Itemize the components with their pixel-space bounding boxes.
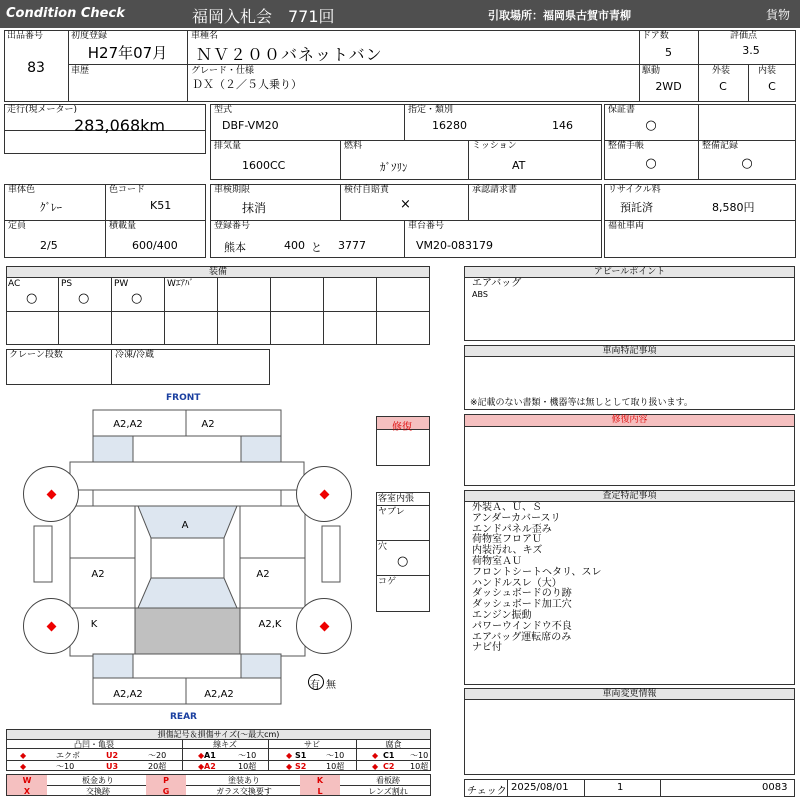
- spare-no: 無: [326, 680, 336, 691]
- mark-right-mid: A2: [256, 569, 270, 580]
- recycle-label: リサイクル料: [608, 185, 661, 195]
- color-code-value: K51: [150, 199, 172, 212]
- legend-sym-p: P: [163, 776, 169, 785]
- legend-r2-c5: S2: [295, 762, 307, 771]
- appeal-line-2: ABS: [472, 290, 488, 299]
- assessment-line: エンドパネル歪み: [472, 523, 552, 535]
- legend-r1-c1: U2: [106, 751, 119, 760]
- lot-number: 83: [27, 60, 45, 76]
- doors-label: ドア数: [642, 31, 669, 41]
- wheel-rear-right: [296, 598, 352, 654]
- plate-area: 熊本: [224, 241, 246, 254]
- grade-value: ＤＸ（２／５人乗り）: [192, 78, 302, 91]
- color-value: ｸﾞﾚｰ: [40, 201, 62, 214]
- capacity-label: 定員: [8, 221, 27, 231]
- mark-right-rear: A2,K: [258, 619, 282, 630]
- legend-sym-l-desc: レンズ割れ: [368, 787, 408, 796]
- repair-detail-box: [464, 426, 795, 486]
- record-label: 整備記録: [702, 141, 739, 151]
- repair-detail-title: 修復内容: [464, 414, 795, 427]
- warranty-label: 保証書: [608, 105, 636, 115]
- inspection-value: 抹消: [242, 201, 267, 215]
- displacement-value: 1600CC: [242, 159, 286, 172]
- load-label: 積載量: [109, 221, 137, 231]
- assessment-line: エアバッグ運転席のみ: [472, 631, 572, 643]
- assessment-line: アンダーカバースリ: [472, 512, 561, 524]
- approval-label: 承認請求書: [472, 185, 518, 195]
- assessment-line: ハンドルスレ（大）: [472, 577, 562, 589]
- legend-r1-c0: エクボ: [56, 751, 80, 760]
- assessment-line: 外装Ａ、Ｕ、Ｓ: [472, 502, 542, 513]
- equipment-ac-value: ○: [26, 291, 38, 306]
- recycle-fee: 8,580円: [712, 201, 755, 214]
- mark-left-mid: A2: [91, 569, 105, 580]
- mark-roof: A: [181, 520, 189, 531]
- record-value: ○: [741, 156, 753, 171]
- legend-sym-w: W: [22, 776, 32, 785]
- assessment-line: 荷物室ＡＵ: [472, 555, 522, 567]
- first-reg-value: H27年07月: [87, 44, 168, 62]
- score-label: 評価点: [730, 31, 758, 41]
- model-value: DBF-VM20: [222, 119, 279, 132]
- legend-r2-c8: 10超: [410, 762, 429, 771]
- legend-diamond-icon: ◆: [286, 762, 293, 771]
- capacity-value: 2/5: [40, 239, 58, 252]
- inspection-label: 車検期限: [214, 185, 251, 195]
- change-title: 車両変更情報: [464, 688, 795, 700]
- assessment-list: [472, 503, 602, 654]
- exterior-label: 外装: [712, 66, 731, 76]
- freezer-label: 冷凍/冷蔵: [115, 350, 155, 360]
- koge-label: コゲ: [378, 577, 397, 587]
- rear-label: REAR: [170, 712, 197, 722]
- equipment-ac-label: AC: [8, 279, 21, 289]
- manual-label: 整備手帳: [608, 141, 645, 151]
- first-reg-label: 初度登録: [71, 31, 108, 41]
- model-label: 型式: [214, 105, 233, 115]
- legend-diamond-icon: ◆: [372, 762, 379, 771]
- equipment-ps-label: PS: [61, 279, 73, 289]
- legend-r2-c3: A2: [204, 762, 216, 771]
- check-date: 2025/08/01: [511, 782, 569, 793]
- legend-diamond-icon: ◆: [286, 751, 293, 760]
- grade-label: グレード・仕様: [191, 66, 255, 76]
- legend-group-corrosion: 腐食: [385, 740, 402, 749]
- mark-left-rear: K: [90, 619, 98, 630]
- load-value: 600/400: [132, 239, 178, 252]
- mission-label: ミッション: [472, 141, 517, 151]
- interior-label: 内装: [758, 66, 777, 76]
- legend-sym-g-desc: ガラス交換要す: [216, 787, 272, 796]
- legend-r2-c6: 10超: [326, 762, 345, 771]
- legend-r1-c4: 〜10: [238, 751, 257, 760]
- wheel-rear-left: [23, 598, 79, 654]
- legend-sym-x-desc: 交換跡: [86, 787, 110, 796]
- special-title: 車両特記事項: [464, 345, 795, 357]
- pickup-location: 引取場所：福岡県古賀市青柳: [488, 9, 631, 22]
- yabure-label: ヤブレ: [378, 507, 405, 517]
- spare-yes: 有: [310, 680, 320, 691]
- exterior-grade: C: [719, 80, 727, 93]
- welfare-label: 福祉車両: [608, 221, 645, 231]
- mileage-label: 走行(現メーター): [7, 105, 78, 115]
- appeal-title: アピールポイント: [464, 266, 795, 278]
- insurance-label: 検付自賠責: [344, 185, 390, 195]
- change-box: [464, 699, 795, 775]
- check-label: チェック: [467, 786, 507, 797]
- legend-diamond-icon: ◆: [372, 751, 379, 760]
- assessment-line: エンジン振動: [472, 609, 532, 621]
- equipment-ps-value: ○: [78, 291, 90, 306]
- legend-r1-c3: A1: [204, 751, 216, 760]
- legend-diamond-icon: ◆: [20, 762, 27, 771]
- wheel-front-left: [23, 466, 79, 522]
- lot-label: 出品番号: [7, 31, 44, 41]
- legend-sym-k: K: [316, 776, 324, 785]
- car-name: ＮＶ２００バネットバン: [196, 45, 383, 64]
- displacement-label: 排気量: [214, 141, 242, 151]
- recycle-status: 預託済: [620, 201, 653, 214]
- history-label: 車歴: [71, 66, 90, 76]
- car-damage-diagram: [0, 388, 440, 728]
- assessment-line: ナビ付: [472, 642, 502, 654]
- classification-value: 146: [552, 119, 573, 132]
- legend-r2-c7: C2: [383, 762, 395, 771]
- legend-title: 損傷記号＆損傷サイズ(〜最大cm): [6, 729, 431, 740]
- plate-number: 3777: [338, 239, 366, 252]
- ana-label: 穴: [378, 542, 388, 552]
- equipment-title: 装備: [6, 266, 430, 278]
- assessment-line: 荷物室フロアＵ: [472, 534, 542, 546]
- plate-class: 400: [284, 239, 305, 252]
- drive-value: 2WD: [655, 80, 682, 93]
- legend-sym-k-desc: 看板跡: [376, 776, 400, 785]
- legend-r2-c0: 〜10: [56, 762, 75, 771]
- assessment-line: パワーウインドウ不良: [472, 620, 572, 632]
- manual-value: ○: [645, 156, 657, 171]
- legend-r2-c1: U3: [106, 762, 119, 771]
- crane-label: クレーン段数: [9, 350, 63, 360]
- fuel-label: 燃料: [344, 141, 363, 151]
- cabin-label: 客室内張: [378, 494, 415, 504]
- legend-sym-g: G: [162, 787, 170, 796]
- wheel-front-right: [296, 466, 352, 522]
- special-note: ※記載のない書類・機器等は無しとして取り扱います。: [470, 398, 693, 408]
- ana-value: ○: [397, 554, 409, 569]
- legend-diamond-icon: ◆: [20, 751, 27, 760]
- check-id: 0083: [762, 782, 788, 793]
- brand-title: Condition Check: [6, 6, 125, 21]
- fuel-value: ｶﾞｿﾘﾝ: [380, 161, 408, 174]
- repair-label: 修復: [392, 422, 412, 433]
- assessment-title: 査定特記事項: [464, 490, 795, 502]
- legend-group-scratch: 線キズ: [213, 740, 237, 749]
- car-name-label: 車種名: [191, 31, 219, 41]
- vehicle-category: 貨物: [766, 8, 791, 22]
- interior-grade: C: [768, 80, 776, 93]
- doors-value: 5: [665, 46, 672, 59]
- legend-sym-w-desc: 板金あり: [82, 776, 114, 785]
- appeal-line-1: エアバッグ: [472, 278, 522, 289]
- insurance-value: ×: [400, 197, 411, 212]
- front-label: FRONT: [166, 393, 201, 403]
- assessment-line: ダッシュボードのり跡: [472, 588, 572, 600]
- equipment-pw-value: ○: [131, 291, 143, 306]
- color-label: 車体色: [8, 185, 36, 195]
- mark-rear-left: A2,A2: [113, 689, 143, 700]
- legend-r1-c6: 〜10: [326, 751, 345, 760]
- assessment-line: フロントシートヘタリ、スレ: [472, 566, 602, 578]
- drive-label: 駆動: [642, 66, 661, 76]
- designation-label: 指定・類別: [408, 105, 454, 115]
- header-bar: [0, 0, 800, 28]
- assessment-line: 内装汚れ、キズ: [472, 545, 543, 557]
- score-value: 3.5: [742, 44, 760, 57]
- auction-title: 福岡入札会 771回: [192, 7, 335, 26]
- legend-sym-l: L: [317, 787, 323, 796]
- legend-r1-c2: 〜20: [148, 751, 167, 760]
- chassis-value: VM20-083179: [416, 239, 493, 252]
- designation-value: 16280: [432, 119, 467, 132]
- mileage-value: 283,068km: [74, 116, 166, 135]
- legend-r2-c4: 10超: [238, 762, 257, 771]
- mark-front-left: A2,A2: [113, 419, 143, 430]
- legend-sym-p-desc: 塗装あり: [228, 776, 260, 785]
- legend-diamond-icon: ◆: [198, 762, 205, 771]
- legend-r1-c5: S1: [295, 751, 307, 760]
- legend-group-rust: サビ: [304, 740, 320, 749]
- mission-value: AT: [512, 159, 526, 172]
- color-code-label: 色コード: [109, 185, 146, 195]
- plate-label: 登録番号: [214, 221, 251, 231]
- legend-r1-c7: C1: [383, 751, 395, 760]
- registration-grid: [210, 184, 602, 258]
- assessment-line: ダッシュボード加工穴: [472, 599, 572, 611]
- plate-kana: と: [311, 241, 322, 254]
- warranty-value: ○: [645, 118, 657, 133]
- legend-sym-x: X: [23, 787, 31, 796]
- chassis-label: 車台番号: [408, 221, 445, 231]
- legend-r2-c2: 20超: [148, 762, 167, 771]
- equipment-pw-label: PW: [114, 279, 129, 289]
- equipment-airbag-label: Wｴｱﾊﾞ: [167, 279, 194, 289]
- legend-diamond-icon: ◆: [198, 751, 205, 760]
- check-number: 1: [617, 782, 624, 793]
- legend-group-dent: 凸凹・亀裂: [74, 740, 114, 749]
- legend-r1-c8: 〜10: [410, 751, 429, 760]
- mark-rear-right: A2,A2: [204, 689, 234, 700]
- mark-front-right: A2: [201, 419, 215, 430]
